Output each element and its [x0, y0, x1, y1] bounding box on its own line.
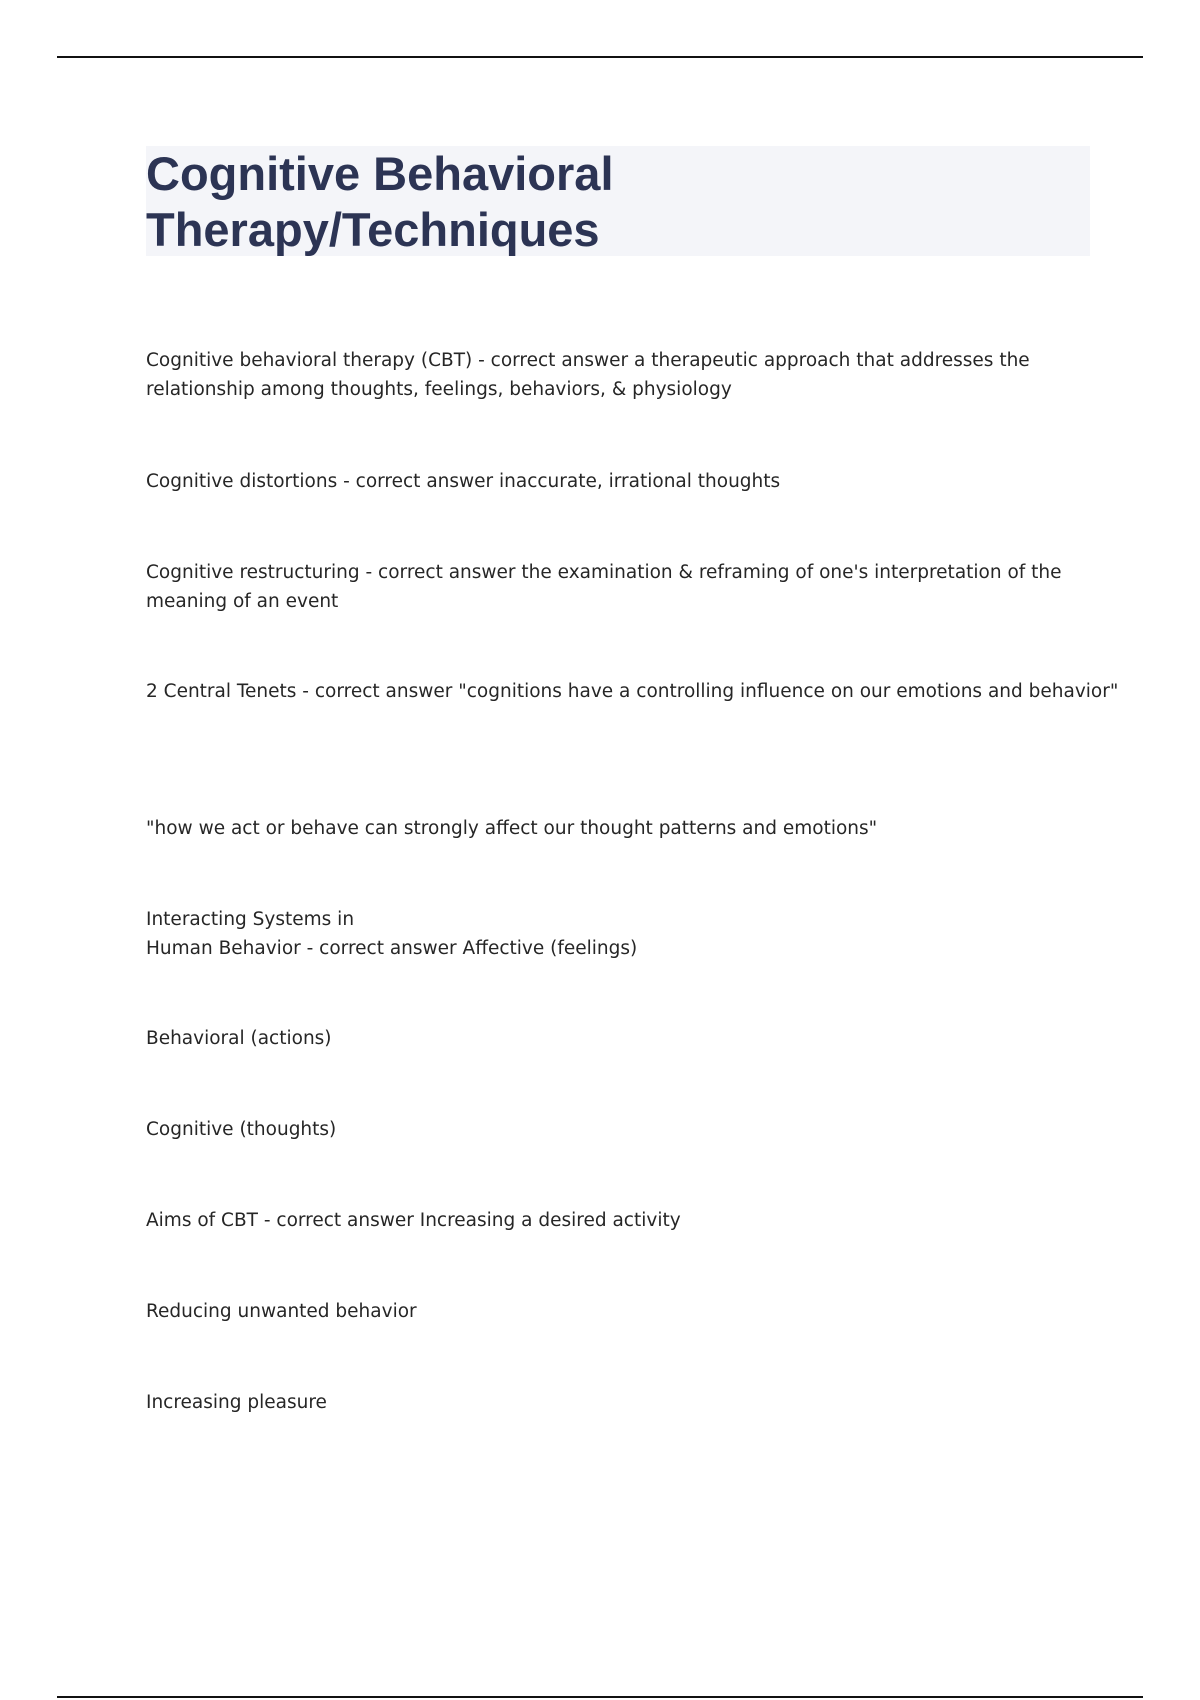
entry-line: relationship among thoughts, feelings, behaviors, & physiology [146, 379, 732, 400]
entry-line: 2 Central Tenets - correct answer "cognitions have a controlling influence on our emotions and behavior" [146, 681, 1119, 702]
entry-line: Cognitive behavioral therapy (CBT) - correct answer a therapeutic approach that addresses the [146, 350, 1030, 371]
entry-cognitive-restructuring [146, 558, 1096, 616]
entry-increasing-pleasure [146, 1388, 1096, 1417]
entry-line: Increasing pleasure [146, 1392, 327, 1413]
entry-line: meaning of an event [146, 591, 339, 612]
entry-line: Human Behavior - correct answer Affective (feelings) [146, 938, 638, 959]
title-banner [146, 146, 1090, 256]
entry-line: Cognitive distortions - correct answer inaccurate, irrational thoughts [146, 471, 781, 492]
entry-line: Interacting Systems in [146, 909, 355, 930]
top-rule [57, 56, 1143, 58]
entry-line: "how we act or behave can strongly affect our thought patterns and emotions" [146, 818, 878, 839]
entry-line: Cognitive restructuring - correct answer the examination & reframing of one's interpretation of the [146, 562, 1062, 583]
entry-line: Aims of CBT - correct answer Increasing a desired activity [146, 1210, 681, 1231]
entry-line: Reducing unwanted behavior [146, 1301, 417, 1322]
entry-cognitive-thoughts [146, 1115, 1096, 1144]
title-line-2: Therapy/Techniques [146, 203, 600, 256]
entry-line: Behavioral (actions) [146, 1028, 332, 1049]
entry-reducing-unwanted [146, 1297, 1096, 1326]
entry-cognitive-distortions [146, 467, 1096, 496]
entry-central-tenets [146, 677, 1119, 706]
bottom-rule [57, 1696, 1143, 1698]
entry-tenet-two [146, 814, 1096, 843]
entry-interacting-systems [146, 905, 1096, 963]
title-line-1: Cognitive Behavioral [146, 147, 614, 200]
entry-cbt-definition [146, 346, 1096, 404]
entry-behavioral [146, 1024, 1096, 1053]
page-title [146, 146, 1090, 258]
entry-line: Cognitive (thoughts) [146, 1119, 337, 1140]
entry-aims-of-cbt [146, 1206, 1096, 1235]
